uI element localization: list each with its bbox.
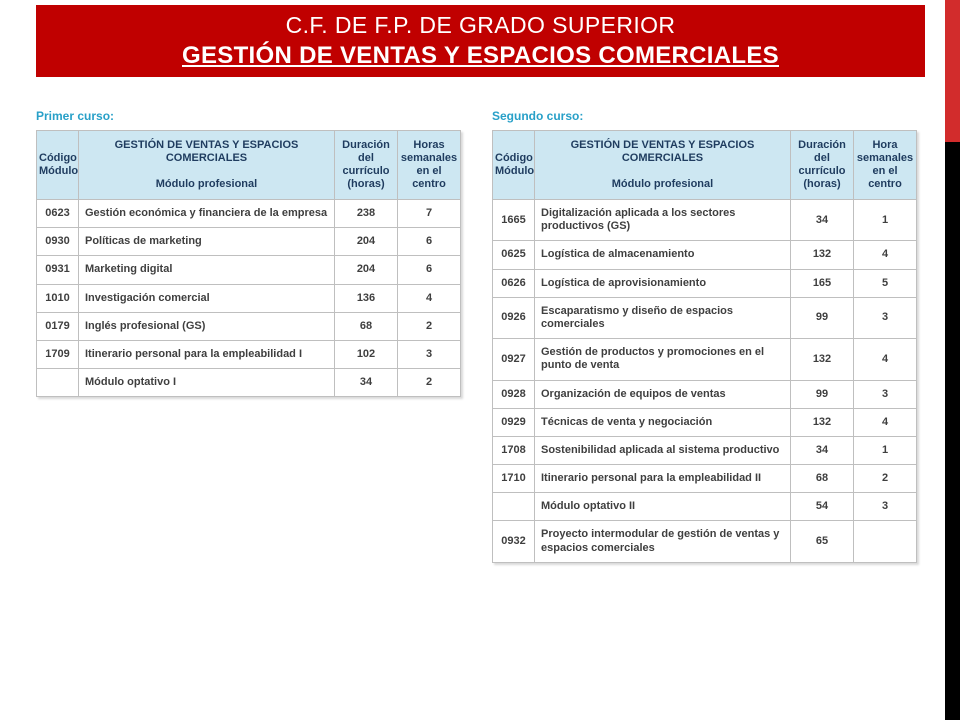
table-row — [493, 241, 917, 269]
title-banner — [36, 5, 925, 77]
module-code: 0623 — [37, 200, 79, 228]
table-row — [493, 465, 917, 493]
banner-subtitle: GESTIÓN DE VENTAS Y ESPACIOS COMERCIALES — [182, 42, 779, 69]
module-name: Proyecto intermodular de gestión de ventas y espacios comerciales — [535, 521, 791, 562]
module-weekly-hours: 3 — [854, 493, 917, 521]
module-code: 0179 — [37, 312, 79, 340]
module-code — [37, 369, 79, 397]
table-body — [493, 200, 917, 563]
module-name: Inglés profesional (GS) — [79, 312, 335, 340]
col-header-duracion: Duración del currículo (horas) — [791, 131, 854, 200]
module-duration: 99 — [791, 297, 854, 338]
module-name: Técnicas de venta y negociación — [535, 408, 791, 436]
col-header-codigo-modulo: Código Módulo — [493, 131, 535, 200]
module-name: Itinerario personal para la empleabilidad I — [79, 340, 335, 368]
table-row — [37, 200, 461, 228]
module-duration: 54 — [791, 493, 854, 521]
module-code: 1708 — [493, 436, 535, 464]
module-duration: 132 — [791, 408, 854, 436]
module-name: Escaparatismo y diseño de espacios comerciales — [535, 297, 791, 338]
table-row — [37, 312, 461, 340]
module-code: 0927 — [493, 339, 535, 380]
table-row — [37, 256, 461, 284]
module-weekly-hours: 2 — [398, 312, 461, 340]
segundo-curso-table — [492, 130, 917, 563]
table-row — [493, 436, 917, 464]
module-weekly-hours: 3 — [854, 297, 917, 338]
table-row — [37, 369, 461, 397]
module-code: 0931 — [37, 256, 79, 284]
module-name: Digitalización aplicada a los sectores productivos (GS) — [535, 200, 791, 241]
table-row — [493, 269, 917, 297]
module-duration: 68 — [791, 465, 854, 493]
module-weekly-hours: 1 — [854, 200, 917, 241]
table-row — [37, 228, 461, 256]
table-row — [493, 339, 917, 380]
module-duration: 132 — [791, 241, 854, 269]
module-duration: 132 — [791, 339, 854, 380]
module-weekly-hours: 6 — [398, 256, 461, 284]
module-duration: 165 — [791, 269, 854, 297]
module-weekly-hours: 1 — [854, 436, 917, 464]
module-code: 1710 — [493, 465, 535, 493]
col-header-modulo-profesional — [535, 131, 791, 200]
module-name: Gestión económica y financiera de la empresa — [79, 200, 335, 228]
module-duration: 34 — [791, 436, 854, 464]
module-weekly-hours: 2 — [854, 465, 917, 493]
table-row — [493, 297, 917, 338]
primer-curso-section — [36, 109, 460, 397]
table-row — [37, 340, 461, 368]
module-name: Sostenibilidad aplicada al sistema productivo — [535, 436, 791, 464]
col-header-hora-semanales: Hora semanales en el centro — [854, 131, 917, 200]
module-weekly-hours: 2 — [398, 369, 461, 397]
primer-curso-label: Primer curso: — [36, 109, 115, 123]
module-duration: 204 — [335, 228, 398, 256]
module-name: Itinerario personal para la empleabilidad II — [535, 465, 791, 493]
module-weekly-hours: 4 — [854, 408, 917, 436]
module-duration: 99 — [791, 380, 854, 408]
table-body — [37, 200, 461, 397]
module-code: 0926 — [493, 297, 535, 338]
col-header-horas-semanales: Horas semanales en el centro — [398, 131, 461, 200]
module-name: Logística de almacenamiento — [535, 241, 791, 269]
module-code: 0932 — [493, 521, 535, 562]
segundo-curso-label: Segundo curso: — [492, 109, 584, 123]
module-name: Módulo optativo II — [535, 493, 791, 521]
module-duration: 238 — [335, 200, 398, 228]
module-weekly-hours: 6 — [398, 228, 461, 256]
table-row — [493, 521, 917, 562]
module-name: Marketing digital — [79, 256, 335, 284]
table-header-row — [37, 131, 461, 200]
table-title: GESTIÓN DE VENTAS Y ESPACIOS COMERCIALES — [114, 139, 299, 165]
module-code: 0928 — [493, 380, 535, 408]
col-header-modulo-profesional — [79, 131, 335, 200]
module-name: Políticas de marketing — [79, 228, 335, 256]
module-duration: 136 — [335, 284, 398, 312]
module-weekly-hours: 4 — [398, 284, 461, 312]
edge-stripe-black — [945, 142, 960, 720]
module-weekly-hours: 7 — [398, 200, 461, 228]
banner-title: C.F. DE F.P. DE GRADO SUPERIOR — [285, 12, 676, 38]
module-duration: 204 — [335, 256, 398, 284]
module-duration: 34 — [335, 369, 398, 397]
module-weekly-hours: 3 — [398, 340, 461, 368]
edge-stripe-red — [945, 0, 960, 142]
module-duration: 34 — [791, 200, 854, 241]
primer-curso-table — [36, 130, 461, 397]
col-header-codigo-modulo: Código Módulo — [37, 131, 79, 200]
module-code: 0930 — [37, 228, 79, 256]
module-name: Logística de aprovisionamiento — [535, 269, 791, 297]
col-header-duracion: Duración del currículo (horas) — [335, 131, 398, 200]
module-name: Gestión de productos y promociones en el punto de venta — [535, 339, 791, 380]
table-row — [493, 200, 917, 241]
table-row — [493, 493, 917, 521]
table-subtitle: Módulo profesional — [611, 177, 714, 190]
table-subtitle: Módulo profesional — [155, 177, 258, 190]
table-row — [37, 284, 461, 312]
module-weekly-hours: 4 — [854, 241, 917, 269]
module-duration: 68 — [335, 312, 398, 340]
module-code: 1665 — [493, 200, 535, 241]
module-weekly-hours: 4 — [854, 339, 917, 380]
module-duration: 102 — [335, 340, 398, 368]
table-header-row — [493, 131, 917, 200]
module-weekly-hours: 5 — [854, 269, 917, 297]
table-row — [493, 408, 917, 436]
module-name: Investigación comercial — [79, 284, 335, 312]
table-row — [493, 380, 917, 408]
module-weekly-hours: 3 — [854, 380, 917, 408]
table-title: GESTIÓN DE VENTAS Y ESPACIOS COMERCIALES — [570, 139, 755, 165]
module-duration: 65 — [791, 521, 854, 562]
module-weekly-hours — [854, 521, 917, 562]
module-code: 0626 — [493, 269, 535, 297]
segundo-curso-section — [492, 109, 913, 563]
module-name: Organización de equipos de ventas — [535, 380, 791, 408]
module-code — [493, 493, 535, 521]
module-name: Módulo optativo I — [79, 369, 335, 397]
module-code: 0625 — [493, 241, 535, 269]
module-code: 1709 — [37, 340, 79, 368]
module-code: 0929 — [493, 408, 535, 436]
module-code: 1010 — [37, 284, 79, 312]
